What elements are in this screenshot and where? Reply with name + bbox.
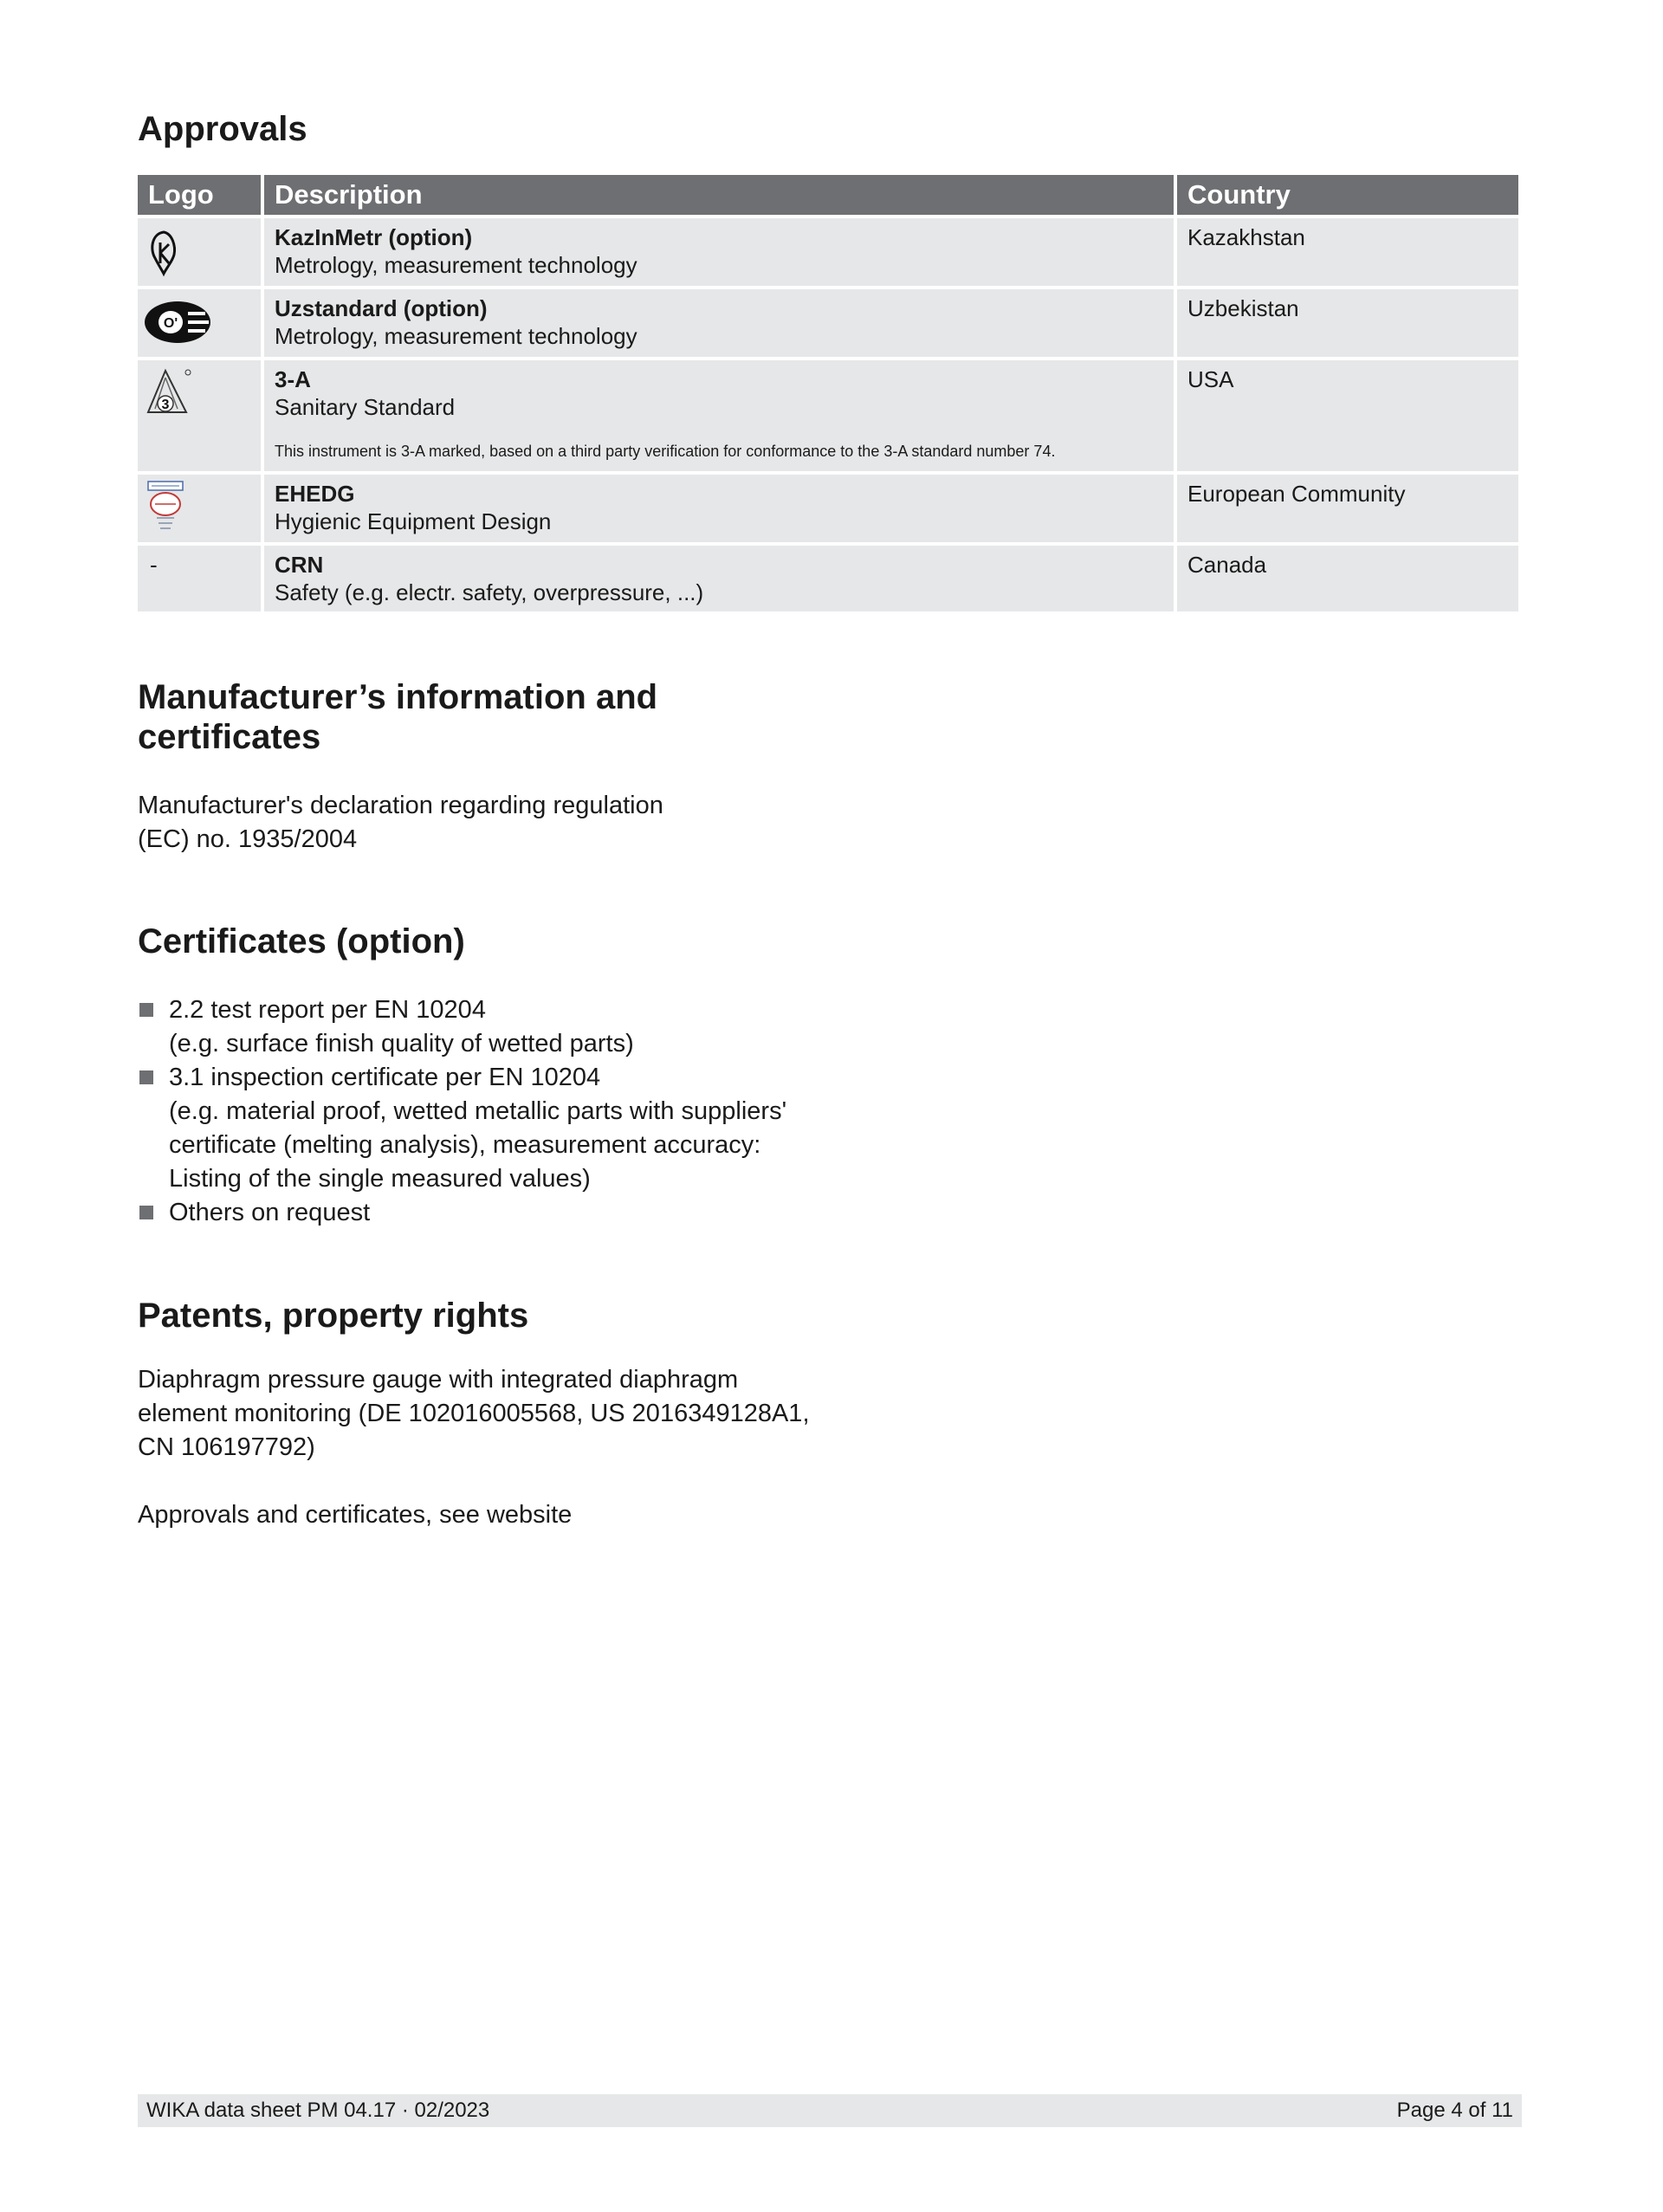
approval-title: 3-A <box>275 366 311 392</box>
approvals-table <box>134 171 1522 615</box>
approval-subtitle: Safety (e.g. electr. safety, overpressure, ...) <box>275 579 704 605</box>
certificates-list <box>138 993 917 1230</box>
column-header-country: Country <box>1177 175 1518 215</box>
list-item-line: 3.1 inspection certificate per EN 10204 <box>169 1064 601 1091</box>
manufacturer-heading-line1: Manufacturer’s information and <box>138 678 658 716</box>
table-row <box>138 289 1518 357</box>
column-header-description: Description <box>264 175 1174 215</box>
approval-note: This instrument is 3-A marked, based on a third party verification for conformance to the 3-A standard number 74. <box>275 443 1056 460</box>
approval-subtitle: Metrology, measurement technology <box>275 323 637 349</box>
manufacturer-heading <box>138 677 657 757</box>
logo-cell <box>138 289 261 357</box>
country-cell: USA <box>1177 360 1518 471</box>
patents-text-line2: element monitoring (DE 102016005568, US 2016349128A1, <box>138 1400 810 1427</box>
square-bullet-icon <box>139 1070 153 1084</box>
table-header-row <box>138 175 1518 215</box>
approval-title: Uzstandard (option) <box>275 295 488 321</box>
table-row <box>138 218 1518 286</box>
page-footer <box>138 2094 1522 2127</box>
description-cell <box>264 475 1174 542</box>
approvals-heading: Approvals <box>138 110 307 148</box>
patents-heading: Patents, property rights <box>138 1297 529 1335</box>
manufacturer-text-line2: (EC) no. 1935/2004 <box>138 825 358 853</box>
manufacturer-text <box>138 789 663 857</box>
logo-cell <box>138 360 261 471</box>
country-cell: European Community <box>1177 475 1518 542</box>
table-row <box>138 546 1518 611</box>
certificates-heading: Certificates (option) <box>138 922 465 960</box>
country-cell: Canada <box>1177 546 1518 611</box>
patents-text-line3: CN 106197792) <box>138 1433 315 1461</box>
logo-cell <box>138 546 261 611</box>
patents-text-line1: Diaphragm pressure gauge with integrated diaphragm <box>138 1366 739 1394</box>
uzstandard-logo-icon <box>143 294 221 352</box>
logo-cell <box>138 475 261 542</box>
approval-subtitle: Hygienic Equipment Design <box>275 508 552 534</box>
table-row <box>138 360 1518 471</box>
svg-text:3: 3 <box>161 398 170 412</box>
manufacturer-heading-line2: certificates <box>138 718 321 756</box>
patents-text <box>138 1363 810 1465</box>
ehedg-logo-icon <box>143 480 221 537</box>
3a-logo-icon <box>143 365 221 423</box>
list-item-line: Others on request <box>169 1199 371 1226</box>
approval-subtitle: Sanitary Standard <box>275 394 456 420</box>
footer-document-id: WIKA data sheet PM 04.17 · 02/2023 <box>146 2099 490 2122</box>
approval-title: KazInMetr (option) <box>275 224 473 250</box>
description-cell <box>264 289 1174 357</box>
square-bullet-icon <box>139 1003 153 1017</box>
description-cell <box>264 546 1174 611</box>
approval-title: CRN <box>275 552 324 578</box>
description-cell <box>264 360 1174 471</box>
description-cell <box>264 218 1174 286</box>
list-item <box>138 993 917 1061</box>
square-bullet-icon <box>139 1206 153 1219</box>
footer-page-number: Page 4 of 11 <box>1396 2099 1513 2122</box>
country-cell: Uzbekistan <box>1177 289 1518 357</box>
manufacturer-text-line1: Manufacturer's declaration regarding regulation <box>138 792 663 819</box>
list-item-line: certificate (melting analysis), measurement accuracy: <box>169 1131 761 1159</box>
list-item-line: 2.2 test report per EN 10204 <box>169 996 486 1024</box>
kazinmetr-logo-icon <box>143 223 221 281</box>
approval-title: EHEDG <box>275 481 355 507</box>
list-item <box>138 1196 917 1230</box>
table-row <box>138 475 1518 542</box>
list-item-line: (e.g. material proof, wetted metallic parts with suppliers' <box>169 1097 787 1125</box>
list-item <box>138 1061 917 1196</box>
logo-cell <box>138 218 261 286</box>
country-cell: Kazakhstan <box>1177 218 1518 286</box>
column-header-logo: Logo <box>138 175 261 215</box>
svg-text:O': O' <box>163 316 178 331</box>
approval-subtitle: Metrology, measurement technology <box>275 252 637 278</box>
logo-placeholder: - <box>150 552 158 578</box>
list-item-line: Listing of the single measured values) <box>169 1165 591 1193</box>
website-note: Approvals and certificates, see website <box>138 1501 573 1529</box>
list-item-line: (e.g. surface finish quality of wetted parts) <box>169 1030 634 1057</box>
